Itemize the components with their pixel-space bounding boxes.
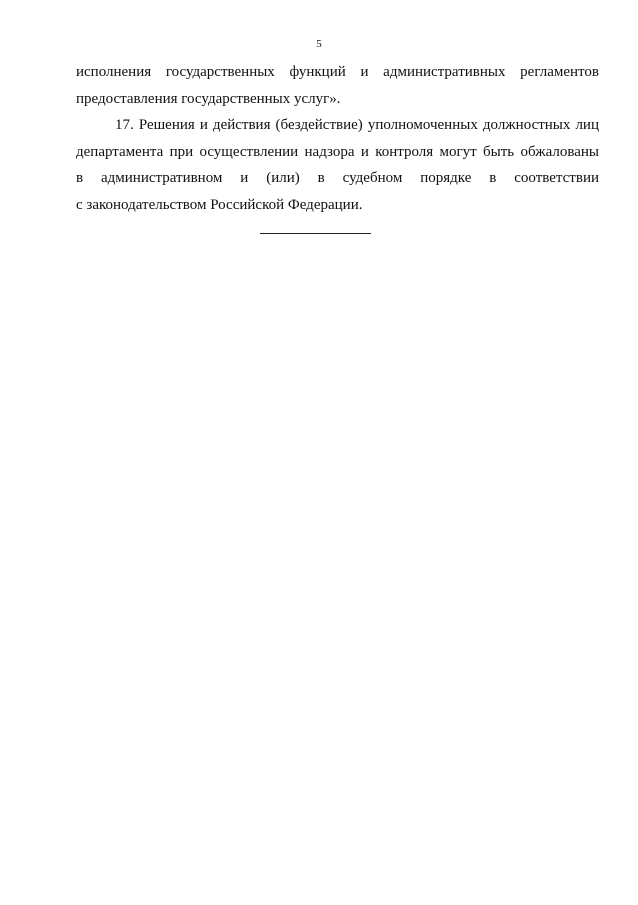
paragraph-17 (76, 112, 599, 218)
text-line: в административном и (или) в судебном порядке в соответствии (76, 170, 599, 186)
text-line: с законодательством Российской Федерации. (76, 196, 363, 213)
paragraph-continuation (76, 59, 599, 112)
text-line: 17. Решения и действия (бездействие) уполномоченных должностных лиц (115, 117, 599, 133)
text-line: департамента при осуществлении надзора и контроля могут быть обжалованы (76, 143, 599, 160)
text-line: предоставления государственных услуг». (76, 90, 341, 107)
text-line: исполнения государственных функций и административных регламентов (76, 64, 599, 80)
page-number: 5 (316, 38, 322, 50)
end-of-document-separator (260, 233, 371, 234)
